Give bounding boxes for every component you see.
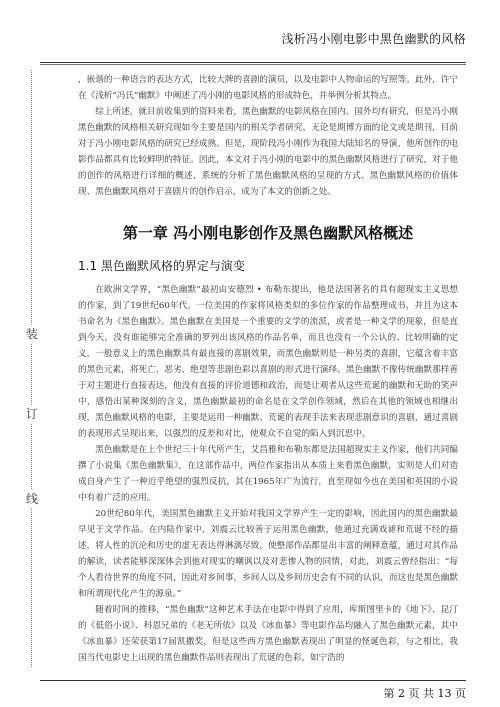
header-rule bbox=[40, 62, 466, 63]
paragraph-section-3: 20世纪80年代，美国黑色幽默主义开始对我国文学界产生一定的影响，因此国内的黑色幽默最早见于文学作品。在内陆作家中，刘震云比较善于运用黑色幽默，他通过充满戏谑和荒诞不经的描述，将人性的沉沦和历史的虚无表达得淋漓尽致，使整部作品都显出丰富的阐释意蕴，通过对其作品的解读，读者能够深深体会到他对现实的嘲讽以及对悲惨人物的同情，对此，刘震云曾经指出：“每个人看待世界的角度不同，因此对乡间事，乡间人以及乡间历史会有不同的认识，而这也是黑色幽默和所谓现代化产生的源泉。” bbox=[78, 509, 458, 599]
paragraph-section-2: 黑色幽默是在上个世纪三十年代所产生，艾昌雅和布勒东都是法国超现实主义作家，他们共同编撰了小说集《黑色幽默集》，在这部作品中，两位作家指出从本质上来看黑色幽默，实则是人们对造成自身产生了一种近乎绝望的强烈反抗，其在1965年广为流行，直至现如今也在美国和英国的小说中有着广泛的应用。 bbox=[78, 445, 458, 503]
paragraph-intro-2: 综上所述，就目前收集到的资料来看，黑色幽默的电影风格在国内、国外均有研究，但是冯小刚黑色幽默的风格相关研究现如今主要是国内的相关学者研究，无论是期博方面的论文或是期刊，目前对于冯小刚电影风格的研究已经成熟。但是，现阶段冯小刚作为我国大陆知名的导演，他所创作的电影作品都具有比较鲜明的特征。因此，本文对于冯小刚的电影中的黑色幽默风格进行了研究，对于他的创作的风格进行详细的概述，系统的分析了黑色幽默风格的呈现的方式、黑色幽默风格的价值体现、黑色幽默风格对于喜剧片的创作启示，成为了本文的创新之处。 bbox=[78, 107, 458, 197]
paragraph-section-4: 随着时间的推移，“黑色幽默”这种艺术手法在电影中得到了应用，库斯图里卡的《地下》、昆汀的《低俗小说》、科恩兄弟的《老无所依》以及《冰血暴》等电影作品均融入了黑色幽默元素，其中《冰血暴》还荣获第17届凯撒奖，但是这些西方黑色幽默表现出了明显的怪诞色彩，与之相比，我国当代电影史上出现的黑色幽默作品则表现出了荒诞的色彩，如宁浩的 bbox=[78, 605, 458, 663]
binding-char-ding: 订 bbox=[22, 405, 42, 423]
header-rule-thin bbox=[40, 64, 466, 65]
binding-char-zhuang: 装 bbox=[22, 325, 42, 343]
binding-line bbox=[22, 70, 42, 667]
binding-dotted-line bbox=[31, 70, 32, 667]
section-title: 1.1 黑色幽默风格的界定与演变 bbox=[78, 259, 245, 273]
page-number: 第 2 页 共 13 页 bbox=[383, 687, 466, 700]
chapter-title: 第一章 冯小刚电影创作及黑色幽默风格概述 bbox=[122, 224, 414, 242]
footer-rule bbox=[40, 680, 466, 681]
body-content bbox=[78, 72, 458, 666]
paragraph-intro-1: ，嵌谐的一种语言的表达方式，比较大牌的喜剧的演员，以及电影中人物命运的写照等。此外，许宁在《浅析“冯氏”幽默》中阐述了冯小刚的电影风格的形成特色，并举例分析其特点。 bbox=[78, 75, 458, 101]
binding-char-xian: 线 bbox=[22, 490, 42, 508]
paragraph-section-1: 在欧洲文学界，“黑色幽默”最初由安德烈 • 布勒东提出，他是法国著名的具有超现实主义思想的作家，到了19世纪60年代，一位美国的作家将风格类似的多位作家的作品整理成书，并且为这本书命名为《黑色幽默》。黑色幽默在美国是一个重要的文学的流派，或者是一种文学的现象，但是直到今天，没有谁能够完全准确的罗列出该风格的作品名单，而且也没有一个公认的、比较明确的定义，一般意义上的黑色幽默具有最直接的喜剧效果，而黑色幽默则是一种另类的喜剧，它蕴含着丰富的黑色元素，将死亡、恶劣、绝望等悲剧色彩以喜剧的形式进行演绎。黑色幽默不像传统幽默那样善于对主题进行直接表达，他没有直接的评价道德和政治，而是让观者从这些荒诞的幽默和无助的笑声中，感悟出某种深刻的含义，黑色幽默最初的命名是在文学创作领域，然后在其他的领域也相继出现，黑色幽默风格的电影，主要是运用一种幽默、荒诞的表现手法来表现悲剧意识的喜剧，通过喜剧的表现形式呈现出来，以强烈的反差和对比，使观众不自觉的陷入到沉思中。 bbox=[78, 285, 458, 439]
running-header: 浅析冯小刚电影中黑色幽默的风格 bbox=[281, 32, 466, 46]
